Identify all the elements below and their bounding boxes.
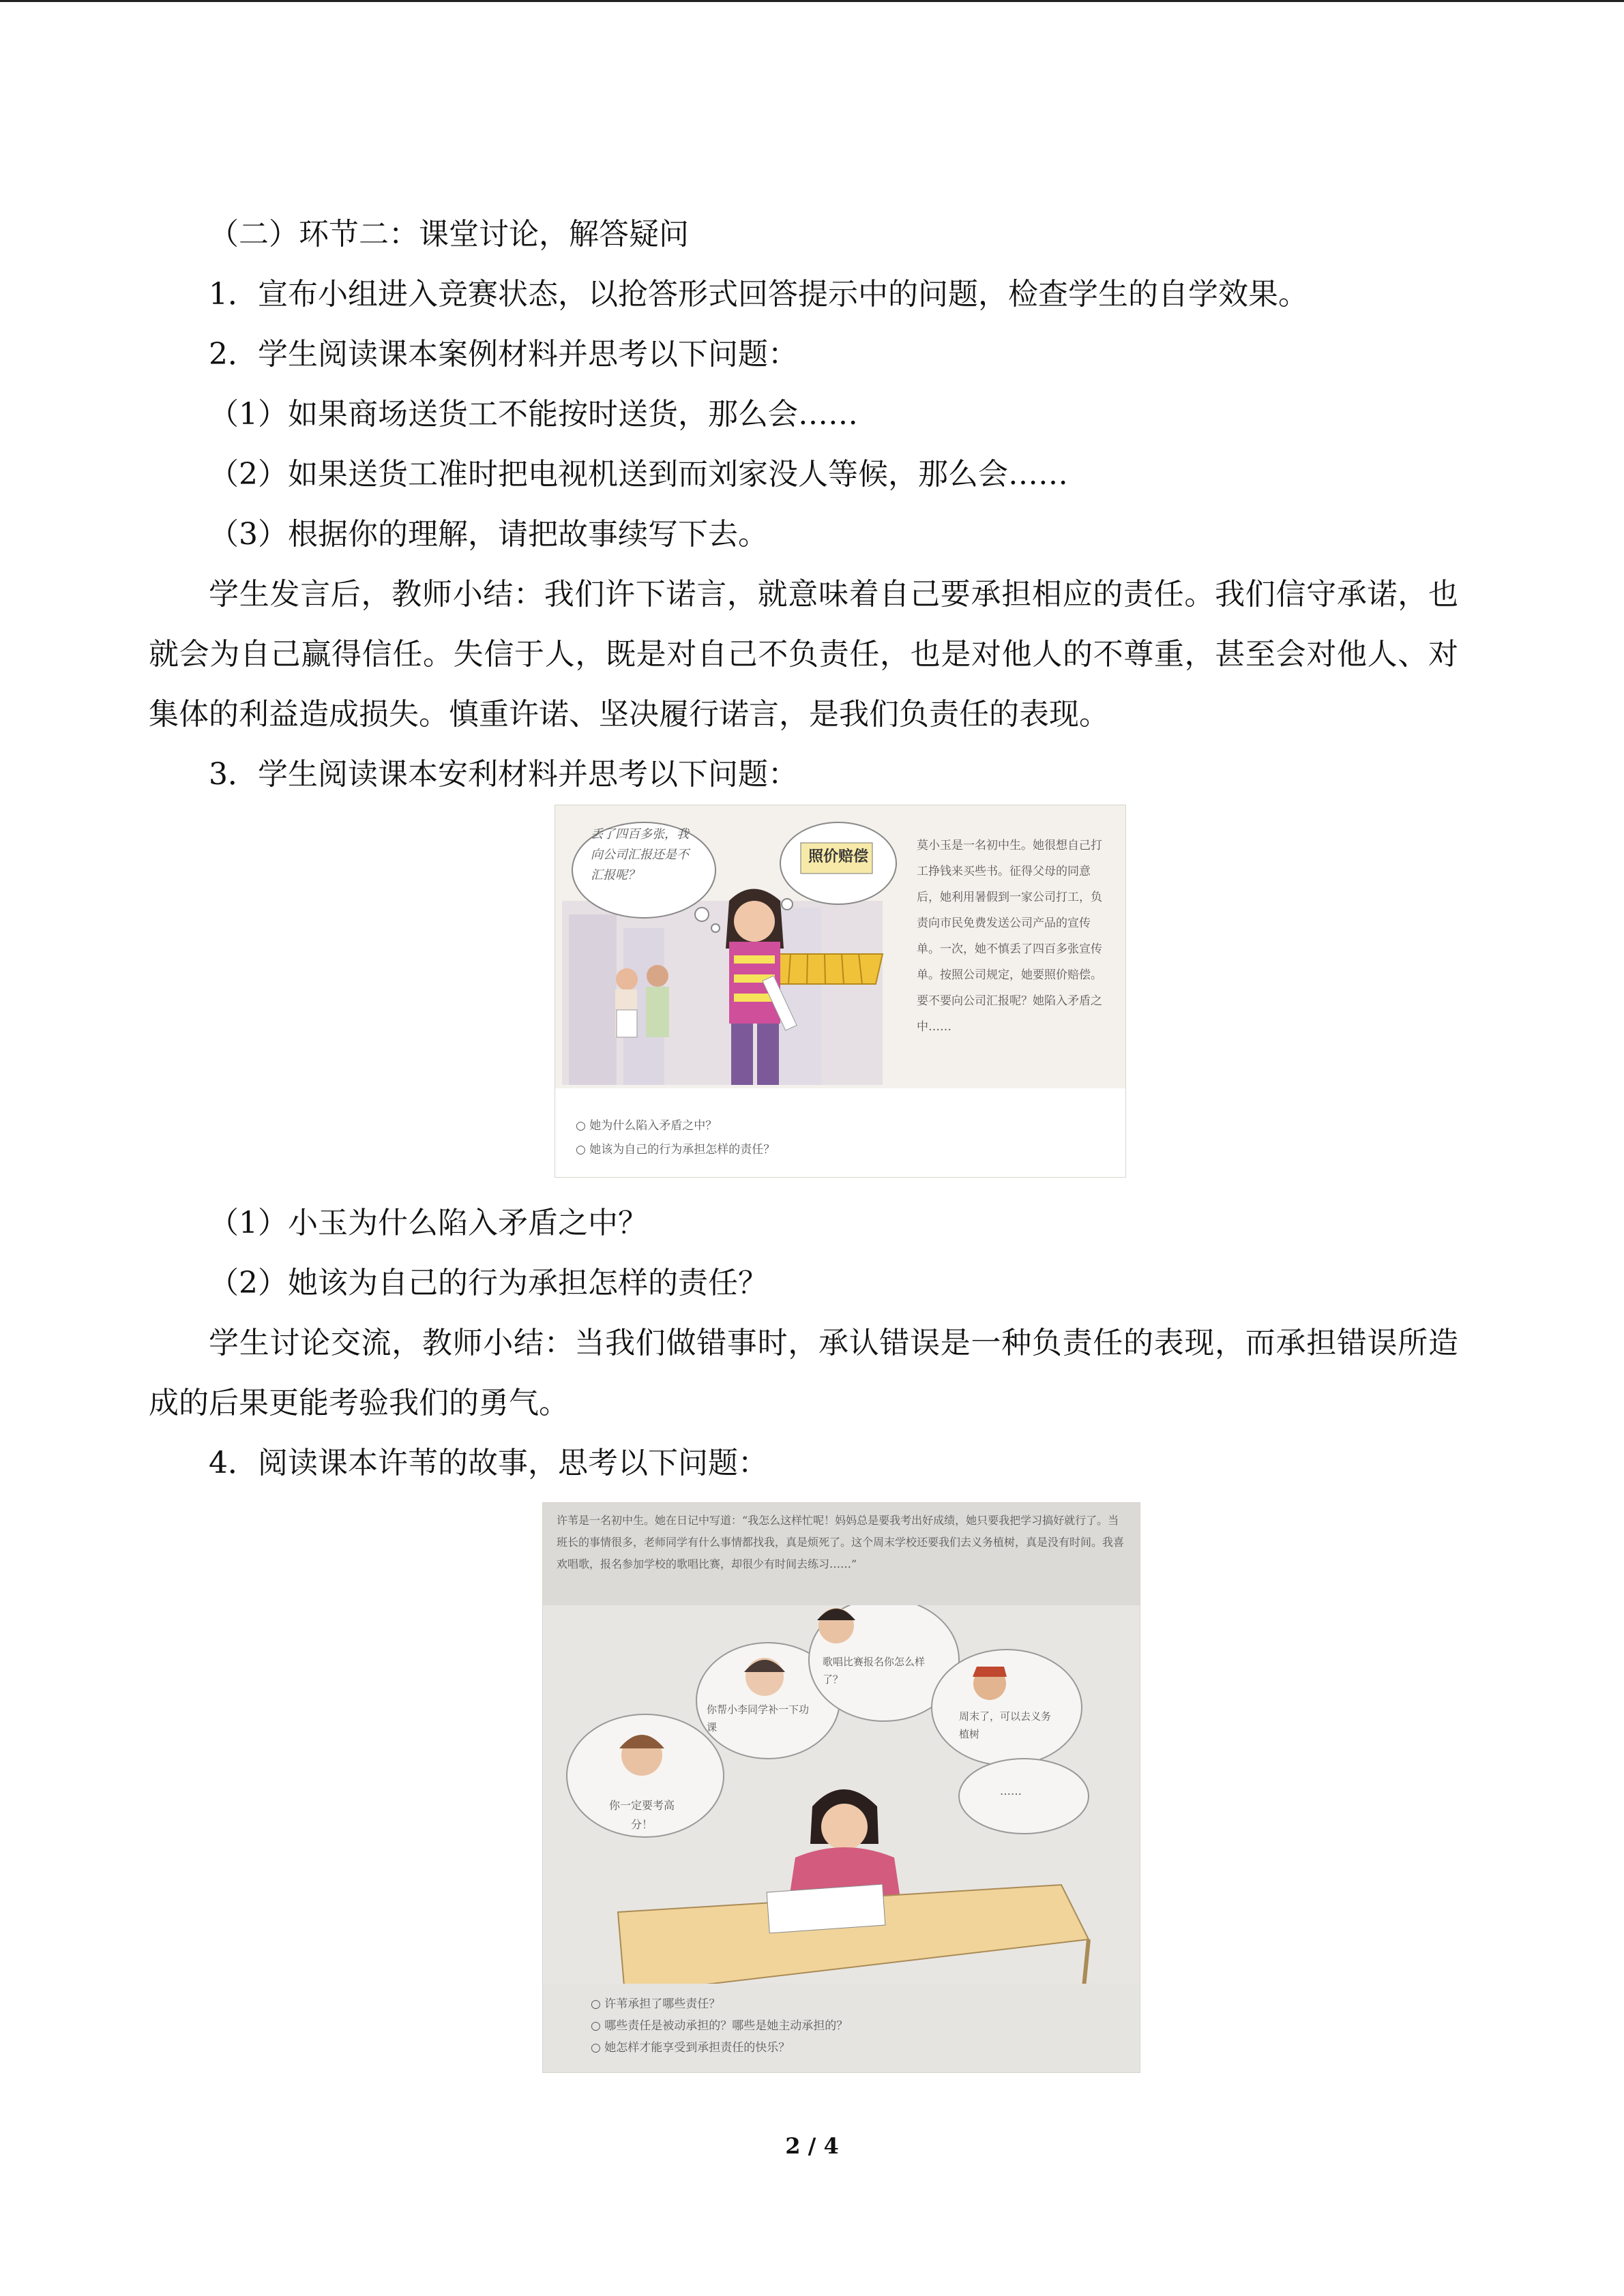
teacher-summary-2: 学生讨论交流，教师小结：当我们做错事时，承认错误是一种负责任的表现，而承担错误所造成的后果更能考验我们的勇气。	[149, 1326, 1458, 1420]
bubble-left-text: 丢了四百多张，我向公司汇报还是不汇报呢？	[591, 827, 689, 882]
bubble-classmate-text: 歌唱比赛报名你怎么样了？	[823, 1656, 926, 1686]
paragraph-2: 2．学生阅读课本案例材料并思考以下问题：	[209, 337, 798, 372]
figure2-question-3: ○ 她怎样才能享受到承担责任的快乐？	[591, 2041, 791, 2055]
paragraph-3: 3．学生阅读课本安利材料并思考以下问题：	[209, 757, 798, 792]
textbook-illustration-anli	[555, 805, 1126, 1178]
question-1-2: （2）如果送货工准时把电视机送到而刘家没人等候，那么会……	[209, 457, 1068, 492]
figure2-question-1: ○ 许苇承担了哪些责任？	[591, 1997, 721, 2011]
question-3-2: （2）她该为自己的行为承担怎样的责任？	[209, 1266, 768, 1300]
figure1-question-2: ○ 她该为自己的行为承担怎样的责任？	[576, 1143, 776, 1157]
bubble-ellipsis-text: ……	[1000, 1785, 1022, 1798]
teacher-summary-1: 学生发言后，教师小结：我们许下诺言，就意味着自己要承担相应的责任。我们信守承诺，也就会为自己赢得信任。失信于人，既是对自己不负责任，也是对他人的不尊重，甚至会对他人、对集体的利益造成损失。慎重许诺、坚决履行诺言，是我们负责任的表现。	[149, 577, 1458, 732]
bubble-right-text: 照价赔偿	[808, 848, 868, 865]
bubble-boy-text: 周末了，可以去义务植树	[959, 1710, 1052, 1740]
question-3-1: （1）小玉为什么陷入矛盾之中？	[209, 1206, 648, 1240]
textbook-illustration-xuwei	[542, 1502, 1140, 2073]
page-number: 2 / 4	[785, 2133, 839, 2159]
bubble-teacher-text: 你帮小李同学补一下功课	[707, 1703, 810, 1733]
section-heading: （二）环节二：课堂讨论，解答疑问	[209, 217, 689, 252]
figure2-question-2: ○ 哪些责任是被动承担的？哪些是她主动承担的？	[591, 2019, 848, 2033]
figure1-question-1: ○ 她为什么陷入矛盾之中？	[576, 1119, 718, 1133]
paragraph-4: 4．阅读课本许苇的故事，思考以下问题：	[209, 1446, 768, 1480]
question-1-1: （1）如果商场送货工不能按时送货，那么会……	[209, 397, 858, 432]
figure2-story-text: 许苇是一名初中生。她在日记中写道：“我怎么这样忙呢！妈妈总是要我考出好成绩，她只要我把学习搞好就行了。当班长的事情很多，老师同学有什么事情都找我，真是烦死了。这个周末学校还要我们去义务植树，真是没有时间。我喜欢唱歌，报名参加学校的歌唱比赛，却很少有时间去练习……”	[557, 1514, 1125, 1570]
bubble-mother-text: 你一定要考高分！	[608, 1799, 675, 1831]
question-1-3: （3）根据你的理解，请把故事续写下去。	[209, 517, 768, 552]
figure1-story-text: 莫小玉是一名初中生。她很想自己打工挣钱来买些书。征得父母的同意后，她利用暑假到一家公司打工，负责向市民免费发送公司产品的宣传单。一次，她不慎丢了四百多张宣传单。按照公司规定，她要照价赔偿。要不要向公司汇报呢？她陷入矛盾之中……	[917, 839, 1102, 1034]
paragraph-1: 1．宣布小组进入竞赛状态，以抢答形式回答提示中的问题，检查学生的自学效果。	[209, 277, 1308, 312]
